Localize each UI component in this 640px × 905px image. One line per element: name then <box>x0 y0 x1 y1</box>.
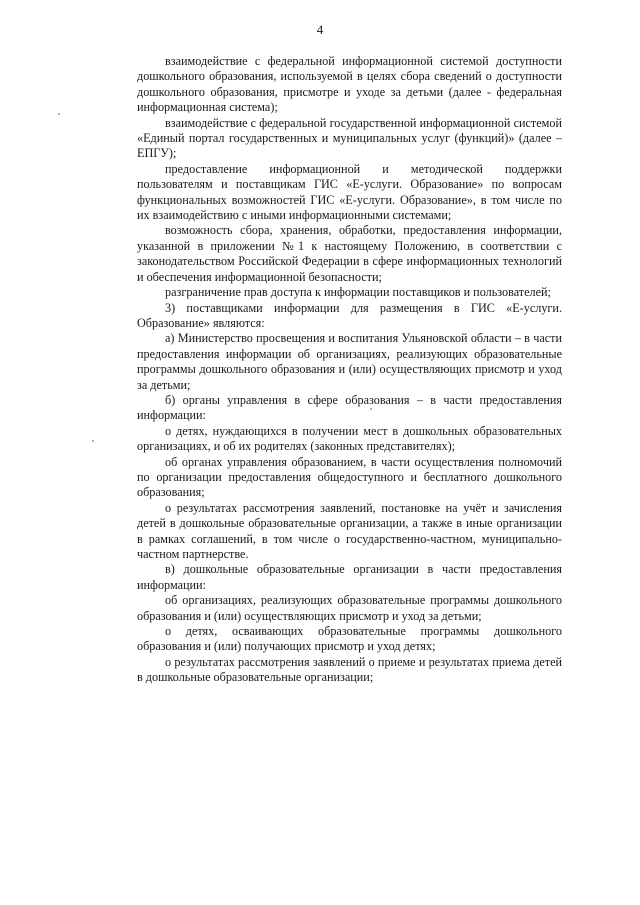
scan-speck <box>92 440 94 442</box>
page-number: 4 <box>316 22 324 37</box>
paragraph-epgu-interaction: взаимодействие с федеральной государственной информационной системой «Единый портал государственных и муниципальных услуг (функций)» (далее – ЕПГУ); <box>137 115 562 161</box>
scan-speck <box>370 408 372 410</box>
paragraph-data-collection: возможность сбора, хранения, обработки, предоставления информации, указанной в приложении №1 к настоящему Положению, в соответствии с законодательством Российской Федерации в сфере информационных технологий и обеспечения информационной безопасности; <box>137 223 562 284</box>
scan-speck <box>58 113 60 115</box>
paragraph-providers-heading: 3) поставщиками информации для размещения в ГИС «Е-услуги. Образование» являются: <box>137 300 562 330</box>
paragraph-children-enrolled: о детях, осваивающих образовательные программы дошкольного образования и (или) получающих присмотр и уход детях; <box>137 624 562 654</box>
paragraph-authority-bodies: об органах управления образованием, в части осуществления полномочий по организации предоставления общедоступного и бесплатного дошкольного образования; <box>137 454 562 500</box>
paragraph-preschool-organizations: в) дошкольные образовательные организации в части предоставления информации: <box>137 562 562 592</box>
paragraph-children-needing-places: о детях, нуждающихся в получении мест в дошкольных образовательных организациях, и об их родителях (законных представителях); <box>137 423 562 454</box>
paragraph-organizations-programs: об организациях, реализующих образовательные программы дошкольного образования и (или) осуществляющих присмотр и уход за детьми; <box>137 593 562 623</box>
paragraph-admission-results: о результатах рассмотрения заявлений о приеме и результатах приема детей в дошкольные образовательные организации; <box>137 654 562 685</box>
paragraph-methodical-support: предоставление информационной и методической поддержки пользователям и поставщикам ГИС «Е-услуги. Образование» по вопросам функциональных возможностей ГИС «Е-услуги. Образование», в том числе по их взаимодействию с иными информационными системами; <box>137 161 562 223</box>
document-body <box>137 54 562 686</box>
paragraph-education-authorities: б) органы управления в сфере образования – в части предоставления информации: <box>137 392 562 423</box>
paragraph-ministry: а) Министерство просвещения и воспитания Ульяновской области – в части предоставления информации об организациях, реализующих образовательные программы дошкольного образования и (или) осуществляющих присмотр и уход за детьми; <box>137 331 562 392</box>
paragraph-application-results: о результатах рассмотрения заявлений, постановке на учёт и зачисления детей в дошкольные образовательные организации, а также в иные организации в рамках соглашений, в том числе о государственно-частном, муниципально-частном партнерстве. <box>137 500 562 561</box>
paragraph-access-separation: разграничение прав доступа к информации поставщиков и пользователей; <box>165 285 551 300</box>
paragraph-federal-info-system: взаимодействие с федеральной информационной системой доступности дошкольного образования, используемой в целях сбора сведений о доступности дошкольного образования, присмотре и уходе за детьми (далее - федеральная информационная система); <box>137 54 562 115</box>
